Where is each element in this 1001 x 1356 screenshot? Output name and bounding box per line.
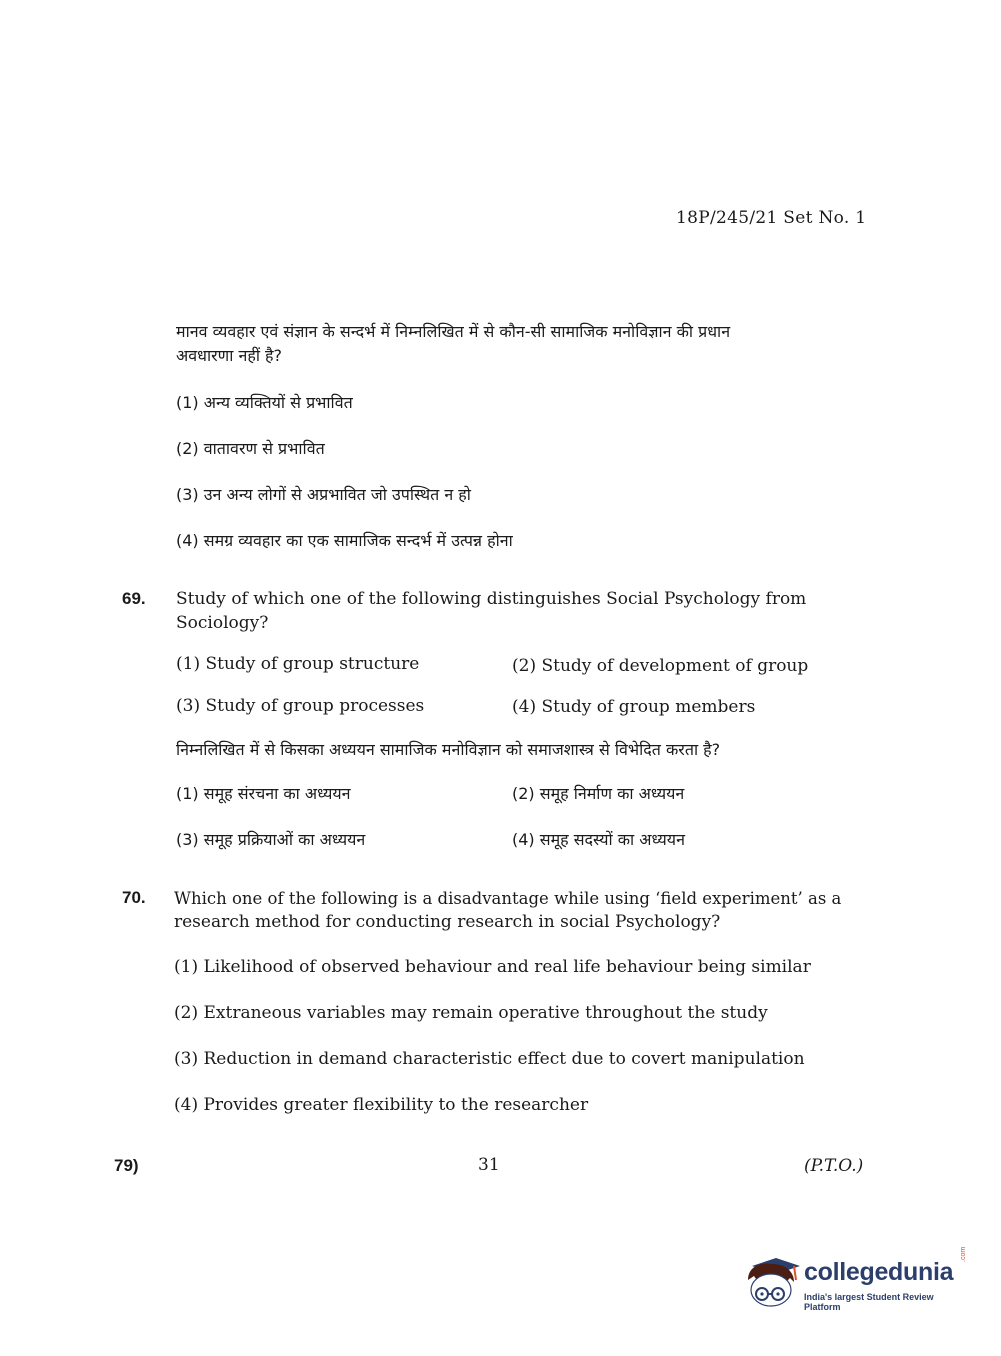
q69-number: 69. (122, 589, 146, 608)
mascot-icon (742, 1252, 802, 1312)
q69-question-line1: Study of which one of the following distinguishes Social Psychology from (176, 589, 807, 609)
q69-hindi-option-2: (2) समूह निर्माण का अध्ययन (512, 784, 685, 803)
q68-hindi-question-line1: मानव व्यवहार एवं संज्ञान के सन्दर्भ में निम्नलिखित में से कौन-सी सामाजिक मनोविज्ञान की प्रधान (176, 322, 731, 341)
q68-hindi-option-3: (3) उन अन्य लोगों से अप्रभावित जो उपस्थित न हो (176, 485, 471, 504)
q69-hindi-question: निम्नलिखित में से किसका अध्ययन सामाजिक मनोविज्ञान को समाजशास्त्र से विभेदित करता है? (176, 740, 721, 759)
logo-wordmark: collegedunia (804, 1258, 954, 1286)
q69-hindi-option-3: (3) समूह प्रक्रियाओं का अध्ययन (176, 830, 366, 849)
q70-number: 70. (122, 888, 146, 907)
q69-option-1: (1) Study of group structure (176, 654, 420, 674)
q70-question-line2: research method for conducting research in social Psychology? (174, 912, 721, 932)
paper-code: 18P/245/21 Set No. 1 (676, 208, 867, 228)
q69-option-2: (2) Study of development of group (512, 656, 809, 676)
logo-tagline: India's largest Student Review Platform (804, 1292, 934, 1312)
q69-option-3: (3) Study of group processes (176, 696, 425, 716)
q68-hindi-option-2: (2) वातावरण से प्रभावित (176, 439, 325, 458)
q69-hindi-option-1: (1) समूह संरचना का अध्ययन (176, 784, 351, 803)
pto-label: (P.T.O.) (804, 1156, 864, 1176)
q70-option-2: (2) Extraneous variables may remain operative throughout the study (174, 1003, 768, 1023)
page-number: 31 (478, 1155, 500, 1175)
q70-option-4: (4) Provides greater flexibility to the researcher (174, 1095, 589, 1115)
q68-hindi-option-1: (1) अन्य व्यक्तियों से प्रभावित (176, 393, 353, 412)
q69-question-line2: Sociology? (176, 613, 269, 633)
q70-option-1: (1) Likelihood of observed behaviour and real life behaviour being similar (174, 957, 811, 977)
q70-question-line1: Which one of the following is a disadvantage while using ‘field experiment’ as a (174, 889, 842, 908)
q69-option-4: (4) Study of group members (512, 697, 756, 717)
q70-option-3: (3) Reduction in demand characteristic effect due to covert manipulation (174, 1049, 805, 1069)
q68-hindi-option-4: (4) समग्र व्यवहार का एक सामाजिक सन्दर्भ में उत्पन्न होना (176, 531, 513, 550)
collegedunia-logo (742, 1246, 972, 1312)
q68-hindi-question-line2: अवधारणा नहीं है? (176, 346, 283, 365)
q69-hindi-option-4: (4) समूह सदस्यों का अध्ययन (512, 830, 685, 849)
footer-code: 79) (114, 1156, 139, 1175)
logo-suffix: .com (960, 1246, 967, 1262)
